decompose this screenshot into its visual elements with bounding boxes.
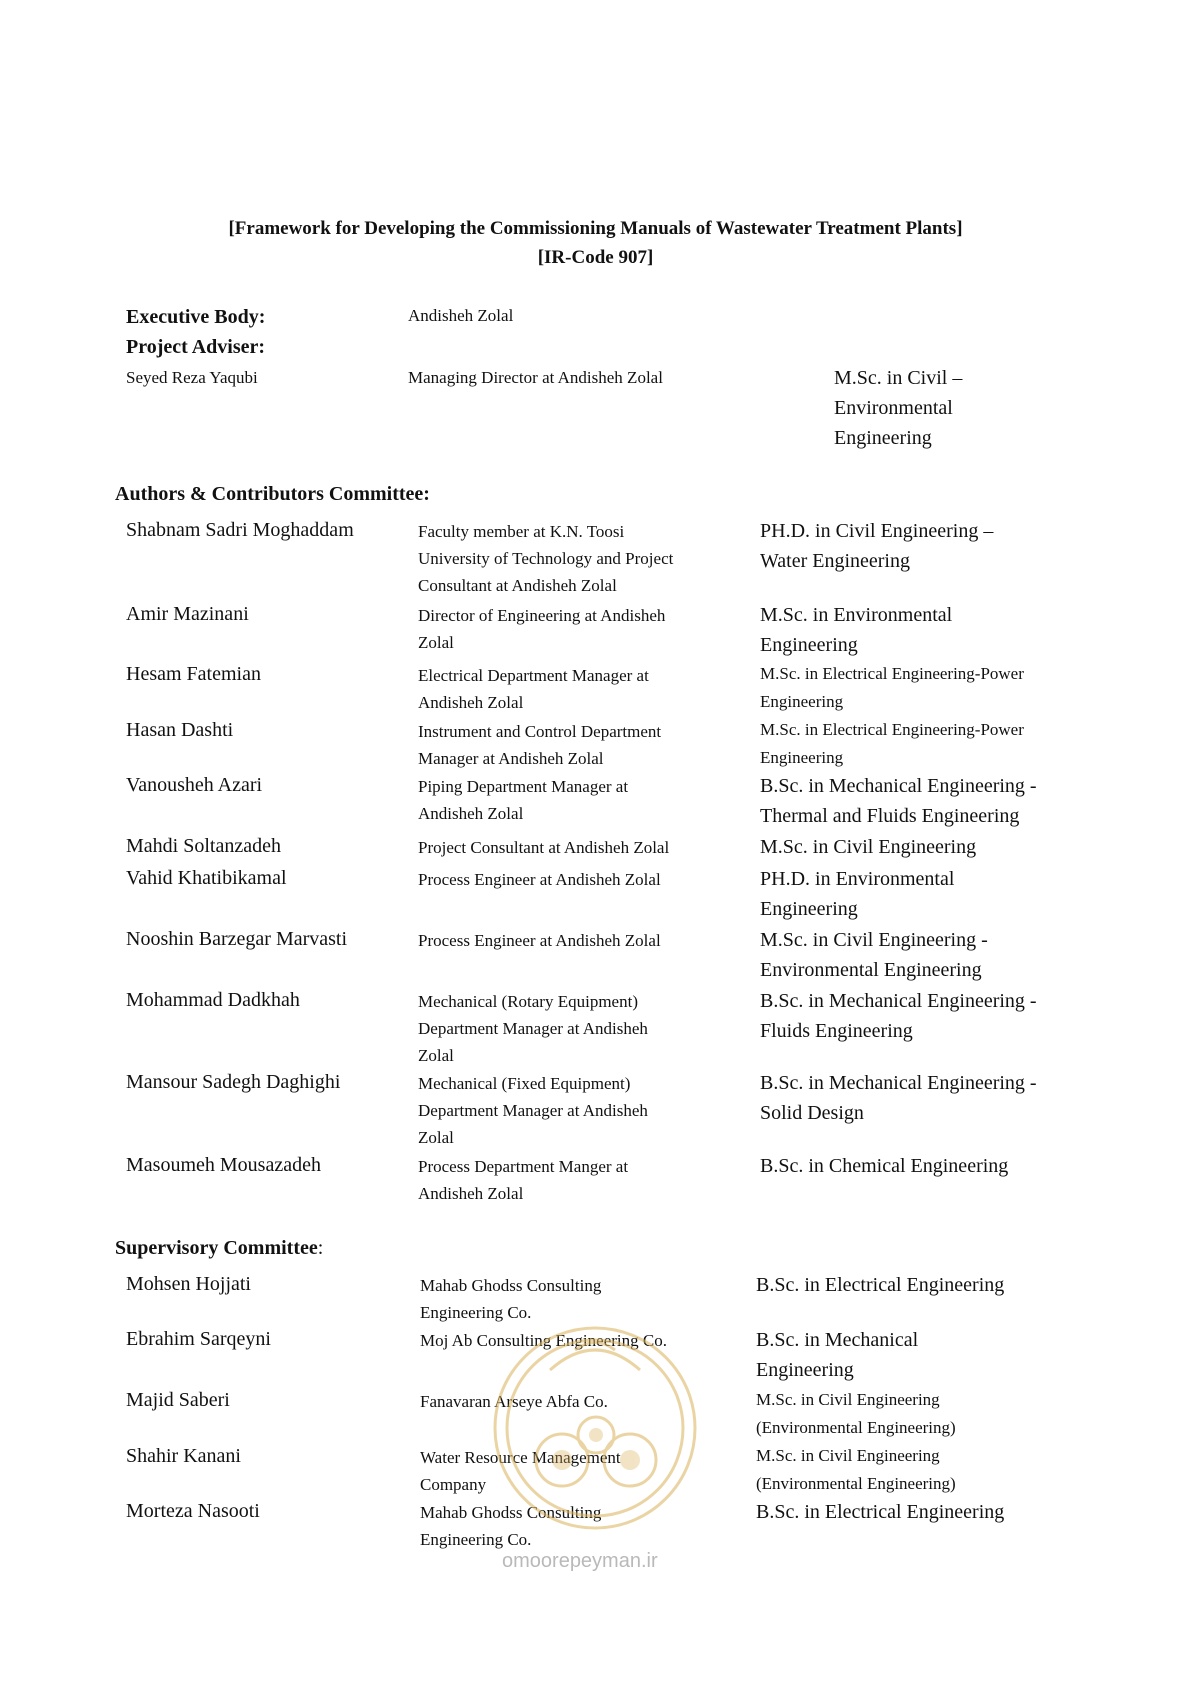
member-role-line: Director of Engineering at Andisheh — [418, 606, 666, 625]
member-degree-line: Engineering — [760, 898, 858, 920]
member-degree-line: B.Sc. in Electrical Engineering — [756, 1501, 1005, 1523]
member-name: Shahir Kanani — [126, 1445, 241, 1467]
member-degree — [760, 1151, 1008, 1181]
member-degree-line: B.Sc. in Mechanical Engineering - — [760, 775, 1037, 797]
member-role-line: Project Consultant at Andisheh Zolal — [418, 838, 670, 857]
adviser-degree-line: M.Sc. in Civil – — [834, 367, 963, 389]
member-role-line: University of Technology and Project — [418, 549, 674, 568]
member-role-line: Manager at Andisheh Zolal — [418, 749, 604, 768]
member-role-line: Zolal — [418, 1046, 454, 1065]
member-degree-line: B.Sc. in Mechanical Engineering - — [760, 1072, 1037, 1094]
member-name: Vanousheh Azari — [126, 774, 263, 796]
member-degree-line: M.Sc. in Civil Engineering — [756, 1390, 940, 1409]
member-degree-line: PH.D. in Civil Engineering – — [760, 520, 994, 542]
project-adviser-label: Project Adviser: — [126, 336, 266, 358]
member-degree — [756, 1325, 918, 1385]
member-role-line: Mechanical (Fixed Equipment) — [418, 1074, 631, 1093]
member-role-line: Zolal — [418, 1128, 454, 1147]
member-role-line: Andisheh Zolal — [418, 693, 524, 712]
member-role — [418, 518, 673, 599]
member-name: Vahid Khatibikamal — [126, 867, 287, 889]
member-role-line: Andisheh Zolal — [418, 804, 524, 823]
member-name: Hesam Fatemian — [126, 663, 261, 685]
member-role-line: Faculty member at K.N. Toosi — [418, 522, 625, 541]
member-name: Amir Mazinani — [126, 603, 249, 625]
member-name: Hasan Dashti — [126, 719, 234, 741]
member-role-line: Mahab Ghodss Consulting — [420, 1503, 602, 1522]
member-degree — [760, 832, 976, 862]
member-role-line: Andisheh Zolal — [418, 1184, 524, 1203]
member-name: Nooshin Barzegar Marvasti — [126, 928, 348, 950]
member-degree — [760, 600, 952, 660]
member-degree-line: (Environmental Engineering) — [756, 1418, 956, 1437]
member-role-line: Piping Department Manager at — [418, 777, 629, 796]
document-title — [0, 214, 1191, 272]
member-degree-line: (Environmental Engineering) — [756, 1474, 956, 1493]
member-degree — [760, 660, 1024, 716]
member-degree-line: B.Sc. in Mechanical Engineering - — [760, 990, 1037, 1012]
member-degree-line: Environmental Engineering — [760, 959, 982, 981]
supervisory-committee-heading — [115, 1237, 323, 1260]
member-role — [418, 834, 669, 861]
member-role — [418, 1070, 648, 1151]
title-line-1: [Framework for Developing the Commissioning Manuals of Wastewater Treatment Plants] — [228, 218, 963, 239]
member-degree-line: Solid Design — [760, 1102, 864, 1124]
adviser-degree-line: Engineering — [834, 427, 932, 449]
member-degree-line: PH.D. in Environmental — [760, 868, 955, 890]
member-role-line: Department Manager at Andisheh — [418, 1019, 648, 1038]
member-role — [418, 773, 628, 827]
member-degree-line: M.Sc. in Civil Engineering - — [760, 929, 988, 951]
member-degree — [760, 771, 1037, 831]
watermark-seal-icon — [490, 1310, 700, 1545]
adviser-degree — [834, 363, 962, 453]
member-degree-line: B.Sc. in Chemical Engineering — [760, 1155, 1009, 1177]
member-role-line: Process Engineer at Andisheh Zolal — [418, 931, 661, 950]
member-degree — [760, 986, 1037, 1046]
member-degree — [760, 716, 1024, 772]
supervisory-heading-text: Supervisory Committee — [115, 1237, 318, 1259]
member-role — [418, 718, 661, 772]
member-name: Majid Saberi — [126, 1389, 230, 1411]
member-degree-line: Thermal and Fluids Engineering — [760, 805, 1020, 827]
member-role-line: Water Resource Management — [420, 1448, 621, 1467]
member-role — [418, 1153, 628, 1207]
member-name: Masoumeh Mousazadeh — [126, 1154, 321, 1176]
member-degree-line: M.Sc. in Civil Engineering — [756, 1446, 940, 1465]
member-role-line: Consultant at Andisheh Zolal — [418, 576, 617, 595]
member-degree-line: Fluids Engineering — [760, 1020, 913, 1042]
member-name: Ebrahim Sarqeyni — [126, 1328, 271, 1350]
member-degree-line: Engineering — [760, 748, 844, 767]
member-role-line: Process Department Manger at — [418, 1157, 629, 1176]
member-role-line: Company — [420, 1475, 487, 1494]
member-degree — [760, 925, 988, 985]
title-line-2: [IR-Code 907] — [537, 247, 654, 268]
member-role-line: Department Manager at Andisheh — [418, 1101, 648, 1120]
member-role-line: Zolal — [418, 633, 454, 652]
member-role-line: Engineering Co. — [420, 1530, 532, 1549]
member-degree-line: M.Sc. in Electrical Engineering-Power — [760, 720, 1024, 739]
member-degree — [756, 1497, 1004, 1527]
member-degree-line: M.Sc. in Electrical Engineering-Power — [760, 664, 1024, 683]
member-degree-line: Engineering — [760, 692, 844, 711]
member-role-line: Instrument and Control Department — [418, 722, 662, 741]
member-name: Mohammad Dadkhah — [126, 989, 300, 1011]
member-degree-line: M.Sc. in Civil Engineering — [760, 836, 977, 858]
adviser-role: Managing Director at Andisheh Zolal — [408, 368, 663, 387]
member-role — [418, 602, 665, 656]
member-role — [418, 927, 661, 954]
member-role-line: Mechanical (Rotary Equipment) — [418, 992, 638, 1011]
member-role — [418, 988, 648, 1069]
member-name: Shabnam Sadri Moghaddam — [126, 519, 354, 541]
member-degree — [756, 1386, 956, 1442]
member-degree — [756, 1442, 956, 1498]
member-role-line: Mahab Ghodss Consulting — [420, 1276, 602, 1295]
member-degree — [760, 516, 993, 576]
member-name: Mansour Sadegh Daghighi — [126, 1071, 341, 1093]
member-degree — [756, 1270, 1004, 1300]
member-degree-line: Engineering — [760, 634, 858, 656]
member-degree-line: Engineering — [756, 1359, 854, 1381]
member-role — [418, 866, 661, 893]
member-degree-line: Water Engineering — [760, 550, 910, 572]
adviser-degree-line: Environmental — [834, 397, 953, 419]
member-degree-line: B.Sc. in Mechanical — [756, 1329, 919, 1351]
member-name: Morteza Nasooti — [126, 1500, 260, 1522]
supervisory-heading-colon: : — [317, 1237, 324, 1259]
member-degree — [760, 1068, 1037, 1128]
member-degree-line: B.Sc. in Electrical Engineering — [756, 1274, 1005, 1296]
executive-body-label: Executive Body: — [126, 306, 266, 328]
authors-committee-heading: Authors & Contributors Committee: — [115, 483, 430, 505]
member-role-line: Electrical Department Manager at — [418, 666, 649, 685]
member-degree — [760, 864, 954, 924]
adviser-name: Seyed Reza Yaqubi — [126, 368, 258, 387]
member-role — [418, 662, 649, 716]
member-role-line: Fanavaran Arseye Abfa Co. — [420, 1392, 608, 1411]
member-role-line: Moj Ab Consulting Engineering Co. — [420, 1331, 667, 1350]
member-role-line: Engineering Co. — [420, 1303, 532, 1322]
executive-body-value: Andisheh Zolal — [408, 306, 514, 325]
watermark-text: omoorepeyman.ir — [502, 1550, 658, 1572]
member-role-line: Process Engineer at Andisheh Zolal — [418, 870, 661, 889]
member-name: Mohsen Hojjati — [126, 1273, 251, 1295]
member-name: Mahdi Soltanzadeh — [126, 835, 281, 857]
member-degree-line: M.Sc. in Environmental — [760, 604, 953, 626]
